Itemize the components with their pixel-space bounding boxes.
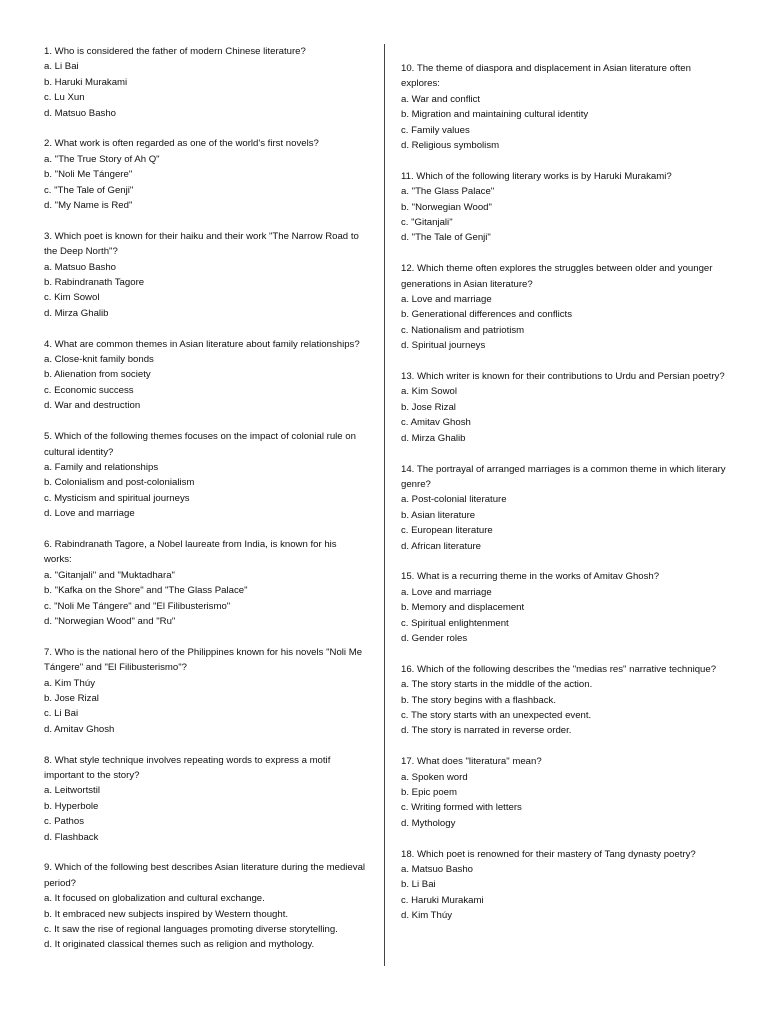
answer-option: d. It originated classical themes such as religion and mythology. <box>44 939 315 951</box>
answer-option: a. Love and marriage <box>401 586 492 598</box>
answer-option: c. Spiritual enlightenment <box>401 617 509 629</box>
question-block <box>401 662 731 739</box>
question-block <box>401 569 731 646</box>
question-text: 16. Which of the following describes the "medias res" narrative technique? <box>401 663 717 675</box>
question-block <box>44 337 366 414</box>
question-block <box>44 229 366 321</box>
answer-option: a. Li Bai <box>44 61 79 73</box>
answer-option: a. War and conflict <box>401 93 481 105</box>
question-text: 4. What are common themes in Asian literature about family relationships? <box>44 338 360 350</box>
answer-option: d. Amitav Ghosh <box>44 723 115 735</box>
answer-option: b. Alienation from society <box>44 369 151 381</box>
answer-option: d. Religious symbolism <box>401 140 500 152</box>
answer-option: b. Hyperbole <box>44 800 99 812</box>
left-column <box>44 44 366 968</box>
answer-option: b. "Norwegian Wood" <box>401 201 492 213</box>
answer-option: d. Mirza Ghalib <box>401 432 466 444</box>
answer-option: c. The story starts with an unexpected event. <box>401 709 592 721</box>
answer-option: c. Nationalism and patriotism <box>401 324 525 336</box>
question-block <box>401 369 731 446</box>
question-text: 17. What does "literatura" mean? <box>401 756 542 768</box>
answer-option: c. Haruki Murakami <box>401 894 484 906</box>
question-block <box>401 169 731 246</box>
answer-option: b. Asian literature <box>401 509 476 521</box>
answer-option: b. Generational differences and conflicts <box>401 309 573 321</box>
question-block <box>401 462 731 554</box>
question-block <box>44 136 366 213</box>
answer-option: a. Kim Sowol <box>401 386 457 398</box>
answer-option: b. Li Bai <box>401 879 436 891</box>
answer-option: a. "The True Story of Ah Q" <box>44 153 160 165</box>
question-text: 2. What work is often regarded as one of the world's first novels? <box>44 138 319 150</box>
answer-option: b. Rabindranath Tagore <box>44 277 145 289</box>
answer-option: c. Mysticism and spiritual journeys <box>44 492 190 504</box>
answer-option: c. Amitav Ghosh <box>401 417 471 429</box>
answer-option: a. Family and relationships <box>44 461 159 473</box>
question-block <box>44 860 366 952</box>
answer-option: a. Leitwortstil <box>44 785 100 797</box>
answer-option: d. "My Name is Red" <box>44 200 133 212</box>
question-text: 13. Which writer is known for their contributions to Urdu and Persian poetry? <box>401 371 725 383</box>
answer-option: b. Epic poem <box>401 786 457 798</box>
answer-option: a. Matsuo Basho <box>401 864 473 875</box>
question-text: 7. Who is the national hero of the Philippines known for his novels "Noli Me Tángere" and "El Filibusterismo"? <box>44 646 363 674</box>
question-block <box>44 44 366 121</box>
question-text: 1. Who is considered the father of modern Chinese literature? <box>44 46 306 57</box>
answer-option: c. Writing formed with letters <box>401 802 522 814</box>
question-block <box>401 847 731 924</box>
question-block <box>44 537 366 629</box>
answer-option: d. Gender roles <box>401 632 468 644</box>
column-divider <box>384 44 385 966</box>
question-block <box>401 754 731 831</box>
answer-option: c. Economic success <box>44 384 134 396</box>
answer-option: d. "Norwegian Wood" and "Ru" <box>44 615 176 627</box>
answer-option: a. Love and marriage <box>401 294 492 306</box>
answer-option: b. Jose Rizal <box>44 692 99 704</box>
answer-option: a. "The Glass Palace" <box>401 186 495 198</box>
question-text: 9. Which of the following best describes Asian literature during the medieval period? <box>44 862 366 889</box>
answer-option: c. "Noli Me Tángere" and "El Filibusterismo" <box>44 600 231 612</box>
answer-option: a. Matsuo Basho <box>44 261 116 273</box>
answer-option: a. It focused on globalization and cultural exchange. <box>44 893 265 905</box>
answer-option: b. "Kafka on the Shore" and "The Glass Palace" <box>44 585 248 597</box>
answer-option: d. Spiritual journeys <box>401 340 486 352</box>
answer-option: d. African literature <box>401 540 481 552</box>
answer-option: d. Kim Thúy <box>401 910 453 922</box>
answer-option: c. It saw the rise of regional languages promoting diverse storytelling. <box>44 924 338 936</box>
answer-option: a. Spoken word <box>401 771 468 783</box>
answer-option: d. Love and marriage <box>44 508 135 520</box>
answer-option: b. Colonialism and post-colonialism <box>44 477 195 489</box>
answer-option: b. "Noli Me Tángere" <box>44 169 133 181</box>
question-text: 6. Rabindranath Tagore, a Nobel laureate from India, is known for his works: <box>44 538 337 566</box>
answer-option: b. It embraced new subjects inspired by Western thought. <box>44 908 289 920</box>
answer-option: d. The story is narrated in reverse order. <box>401 725 572 737</box>
question-text: 8. What style technique involves repeating words to express a motif important to the story? <box>44 754 331 781</box>
answer-option: c. "Gitanjali" <box>401 217 453 229</box>
answer-option: d. Mirza Ghalib <box>44 307 109 319</box>
question-block <box>401 61 731 153</box>
answer-option: c. Lu Xun <box>44 92 85 104</box>
answer-option: c. "The Tale of Genji" <box>44 184 134 196</box>
answer-option: a. The story starts in the middle of the action. <box>401 679 593 691</box>
answer-option: d. Flashback <box>44 831 99 843</box>
question-block <box>401 261 731 353</box>
answer-option: c. European literature <box>401 525 493 537</box>
question-block <box>44 645 366 737</box>
answer-option: c. Li Bai <box>44 708 79 720</box>
answer-option: c. Family values <box>401 124 470 136</box>
question-text: 11. Which of the following literary works is by Haruki Murakami? <box>401 170 672 182</box>
question-block <box>44 429 366 521</box>
answer-option: b. Memory and displacement <box>401 602 525 614</box>
right-column <box>401 61 731 939</box>
question-text: 18. Which poet is renowned for their mastery of Tang dynasty poetry? <box>401 848 696 860</box>
answer-option: d. War and destruction <box>44 400 141 412</box>
answer-option: a. Close-knit family bonds <box>44 354 154 366</box>
answer-option: b. The story begins with a flashback. <box>401 694 557 706</box>
answer-option: a. Post-colonial literature <box>401 494 507 506</box>
answer-option: c. Kim Sowol <box>44 292 100 304</box>
question-text: 10. The theme of diaspora and displacement in Asian literature often explores: <box>401 63 691 90</box>
answer-option: d. Matsuo Basho <box>44 107 116 119</box>
question-text: 5. Which of the following themes focuses on the impact of colonial rule on cultural identity? <box>44 431 356 458</box>
question-text: 14. The portrayal of arranged marriages is a common theme in which literary genre? <box>401 463 726 490</box>
answer-option: d. Mythology <box>401 817 456 829</box>
question-text: 15. What is a recurring theme in the works of Amitav Ghosh? <box>401 571 660 583</box>
answer-option: d. "The Tale of Genji" <box>401 232 491 244</box>
answer-option: b. Jose Rizal <box>401 401 456 413</box>
answer-option: c. Pathos <box>44 816 84 828</box>
answer-option: a. Kim Thúy <box>44 677 96 689</box>
question-block <box>44 753 366 845</box>
answer-option: a. "Gitanjali" and "Muktadhara" <box>44 569 175 581</box>
question-text: 3. Which poet is known for their haiku and their work "The Narrow Road to the Deep North"? <box>44 230 359 258</box>
answer-option: b. Migration and maintaining cultural identity <box>401 109 589 121</box>
answer-option: b. Haruki Murakami <box>44 76 128 88</box>
question-text: 12. Which theme often explores the struggles between older and younger generations in Asian literature? <box>401 263 713 290</box>
